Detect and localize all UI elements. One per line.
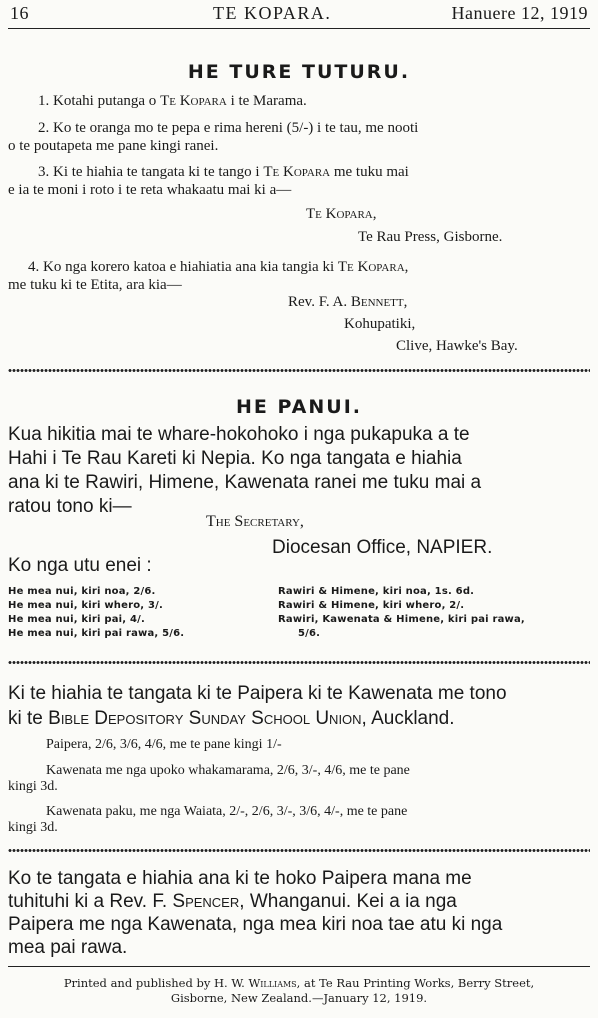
address-2-line-3: Clive, Hawke's Bay.	[396, 338, 518, 354]
rule-4-text-a: 4. Ko nga korero katoa e hiahiatia ana kia tangia ki	[28, 259, 335, 275]
address-1-line-2: Te Rau Press, Gisborne.	[358, 229, 503, 245]
price-left-3: He mea nui, kiri pai, 4/.	[8, 614, 145, 625]
rule-1-text-b: i te Marama.	[230, 93, 307, 109]
address-1-name: Te Kopara,	[306, 206, 377, 222]
price-left-1: He mea nui, kiri noa, 2/6.	[8, 586, 156, 597]
spencer-line-4: mea pai rawa.	[8, 937, 128, 958]
dotted-divider-1	[8, 368, 590, 373]
dotted-divider-2	[8, 660, 590, 665]
price-left-2: He mea nui, kiri whero, 3/.	[8, 600, 163, 611]
rule-4-paper-name: Te Kopara,	[337, 259, 409, 275]
bible-price-3-line-1: Kawenata paku, me nga Waiata, 2/-, 2/6, 3/-, 3/6, 4/-, me te pane	[46, 804, 408, 819]
panui-line-3: ana ki te Rawiri, Himene, Kawenata ranei me tuku mai a	[8, 472, 482, 493]
page-number: 16	[10, 3, 29, 23]
address-2-line-1	[288, 294, 407, 311]
rule-1	[38, 93, 307, 110]
imprint-line-1	[8, 976, 590, 991]
address-2-prefix: Rev. F. A.	[288, 294, 348, 310]
rule-4-line-1	[28, 259, 408, 276]
printer-name: Williams,	[248, 976, 301, 990]
bible-line-2	[8, 708, 455, 730]
imprint-line-2: Gisborne, New Zealand.—January 12, 1919.	[170, 991, 428, 1005]
price-left-4: He mea nui, kiri pai rawa, 5/6.	[8, 628, 185, 639]
spencer-line-2-a: tuhituhi ki a Rev. F.	[8, 891, 168, 912]
bible-price-3-line-2: kingi 3d.	[8, 820, 58, 835]
imprint-prefix: Printed and published by H. W.	[63, 976, 245, 990]
rule-3-line-2: e ia te moni i roto i te reta whakaatu mai ki a—	[8, 182, 292, 198]
bible-line-2-city: Auckland.	[371, 708, 455, 729]
price-right-2: Rawiri & Himene, kiri whero, 2/.	[278, 600, 465, 611]
issue-date: Hanuere 12, 1919	[451, 3, 588, 23]
price-right-3: Rawiri, Kawenata & Himene, kiri pai rawa,	[278, 614, 525, 625]
newspaper-page	[8, 0, 590, 1018]
diocesan-office: Diocesan Office, NAPIER.	[272, 537, 493, 558]
spencer-line-2	[8, 891, 457, 913]
rule-3-text-a: 3. Ki te hiahia te tangata ki te tango i	[38, 164, 260, 180]
price-intro: Ko nga utu enei :	[8, 555, 152, 576]
header-rule	[8, 28, 590, 29]
imprint	[8, 976, 590, 1006]
dotted-divider-3	[8, 848, 590, 853]
rule-2-line-1: 2. Ko te oranga mo te pepa e rima hereni (5/-) i te tau, me nooti	[38, 120, 419, 136]
price-right-1: Rawiri & Himene, kiri noa, 1s. 6d.	[278, 586, 475, 597]
address-2-line-2: Kohupatiki,	[344, 316, 416, 332]
address-2-surname: Bennett,	[350, 294, 408, 310]
rule-1-number: 1.	[38, 93, 50, 109]
price-right-4: 5/6.	[298, 628, 321, 639]
page-header	[8, 3, 590, 29]
imprint-address: at Te Rau Printing Works, Berry Street,	[303, 976, 535, 990]
spencer-name: Spencer,	[172, 891, 245, 912]
rule-4-line-2: me tuku ki te Etita, ara kia—	[8, 277, 182, 293]
bible-price-2-line-2: kingi 3d.	[8, 779, 58, 794]
bible-line-1: Ki te hiahia te tangata ki te Paipera ki te Kawenata me tono	[8, 683, 507, 704]
footer-rule	[8, 966, 590, 967]
rule-1-paper-name: Te Kopara	[160, 93, 227, 109]
secretary-title: The Secretary,	[206, 513, 304, 530]
rule-1-text-a: Kotahi putanga o	[53, 93, 157, 109]
rule-2-line-2: o te poutapeta me pane kingi ranei.	[8, 138, 219, 154]
bible-price-2-line-1: Kawenata me nga upoko whakamarama, 2/6, 3/-, 4/6, me te pane	[46, 763, 410, 778]
panui-heading: HE PANUI.	[236, 396, 362, 418]
publication-title: TE KOPARA.	[213, 3, 332, 23]
bible-price-1: Paipera, 2/6, 3/6, 4/6, me te pane kingi 1/-	[46, 737, 282, 752]
bible-depository-name: Bible Depository Sunday School Union,	[48, 708, 367, 729]
rule-3-paper-name: Te Kopara	[263, 164, 331, 180]
rule-3-line-1	[38, 164, 409, 181]
spencer-line-2-b: Whanganui. Kei a ia nga	[249, 891, 457, 912]
rule-3-text-b: me tuku mai	[333, 164, 409, 180]
spencer-line-3: Paipera me nga Kawenata, nga mea kiri noa tae atu ki nga	[8, 914, 503, 935]
panui-line-2: Hahi i Te Rau Kareti ki Nepia. Ko nga tangata e hiahia	[8, 448, 462, 469]
ture-heading: HE TURE TUTURU.	[187, 61, 411, 83]
bible-line-2-prefix: ki te	[8, 708, 43, 729]
panui-line-4: ratou tono ki—	[8, 496, 132, 517]
spencer-line-1: Ko te tangata e hiahia ana ki te hoko Paipera mana me	[8, 868, 472, 889]
panui-line-1: Kua hikitia mai te whare-hokohoko i nga pukapuka a te	[8, 424, 470, 445]
